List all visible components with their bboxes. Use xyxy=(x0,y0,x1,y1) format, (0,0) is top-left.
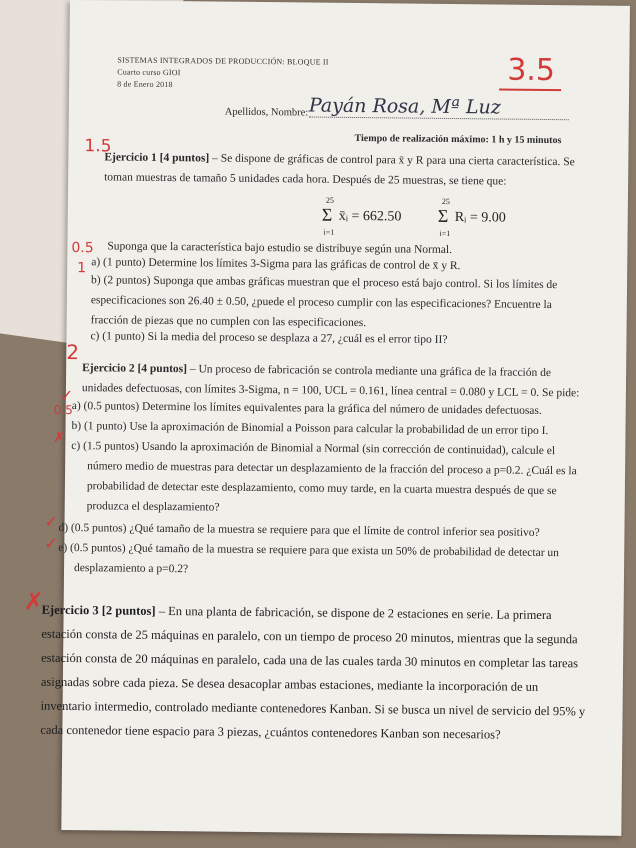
grade-underline xyxy=(499,88,561,91)
exam-date: 8 de Enero 2018 xyxy=(117,79,173,90)
ex2c-cross: ✗ xyxy=(53,429,66,446)
ex1-assumption: Suponga que la característica bajo estudio se distribuye según una Normal. xyxy=(107,240,453,257)
ex1-part-b: b) (2 puntos) Suponga que ambas gráficas muestran que el proceso está bajo control. Si los límites de especificaciones son 26.40 ± 0.50, ¿puede el proceso cumplir con las especificaciones? Encuentre la fracción de piezas que no cumplen con las especificaciones. xyxy=(90,274,558,330)
ex2a-check: ✓ xyxy=(59,385,74,406)
exam-sheet: SISTEMAS INTEGRADOS DE PRODUCCIÓN: BLOQUE II Cuarto curso GIOI 8 de Enero 2018 3.5 Apellidos, Nombre: Payán Rosa, Mª Luz Tiempo de realización máximo: 1 h y 15 minutos 1.5 Ejercicio 1 [4 puntos] – Se dispone de gráficas de control para x̄ y R para una cierta característica. Se toman muestras de tamaño 5 unidades cada hora. Después de 25 muestras, se tiene que: 25 Σ i=1 x̄ᵢ = 662.50 25 Σ i=1 Rᵢ = 9.00 Suponga que la característica bajo estudio se distribuye según una Normal. 0.5 a) (1 punto) Determine los límites 3-Sigma para las gráficas de control de x̄ y R. 1 b) (2 puntos) Suponga que ambas gráficas muestran que el proceso está bajo control. Si los límites de especificaciones son 26.40 ± 0.50, ¿puede el proceso cumplir con las especificaciones? Encuentre la fracción de piezas que no cumplen con las especificaciones. c) (1 punto) Si la media del proceso se desplaza a 27, ¿cuál es el error tipo II? 2 Ejercicio 2 [4 puntos] – Un proceso de fabricación se controla mediante una gráfica de la fracción de unidades defectuosas, con límites 3-Sigma, n = 100, UCL = 0.161, línea central = 0.080 y LCL = 0. Se pide: ✓ a) (0.5 puntos) Determine los límites equivalentes para la gráfica del número de unidades defectuosas. 0.5 b) (1 punto) Use la aproximación de Binomial a Poisson para calcular la probabilidad de un error tipo I. ✗ c) (1.5 puntos) Usando la aproximación de Binomial a Normal (sin corrección de continuidad), calcule el número medio de muestras para detectar un desplazamiento de la fracción del proceso a p=0.2. ¿Cuál es la probabilidad de detectar este desplazamiento, como muy tarde, en la cuarta muestra después de que se produzca el desplazamiento? ✓ d) (0.5 puntos) ¿Qué tamaño de la muestra se requiere para que el límite de control inferior sea positivo? ✓ e) (0.5 puntos) ¿Qué tamaño de la muestra se requiere para que exista un 50% de probabilidad de detectar un desplazamiento a p=0.2? ✗ Ejercicio 3 [2 puntos] – En una planta de fabricación, se dispone de 2 estaciones en serie. La primera estación consta de 25 máquinas en paralelo, con un tiempo de proceso 20 minutos, mientras que la segunda estación consta de 20 máquinas en paralelo, cada una de las cuales tarda 30 minutos en completar las tareas asignadas sobre cada pieza. Se desea desacoplar ambas estaciones, mediante la incorporación de un inventario intermedio, controlado mediante contenedores Kanban. Si se busca un nivel de servicio del 95% y cada contenedor tiene espacio para 3 piezas, ¿cuántos contenedores Kanban son necesarios? xyxy=(61,0,630,836)
ex2b-score: 0.5 xyxy=(53,402,73,418)
ex1b-score: 1 xyxy=(77,260,87,277)
ex1-part-c: c) (1 punto) Si la media del proceso se desplaza a 27, ¿cuál es el error tipo II? xyxy=(90,330,448,346)
ex1-intro-line2: toman muestras de tamaño 5 unidades cada hora. Después de 25 muestras, se tiene que: xyxy=(104,171,507,188)
ex2e-check: ✓ xyxy=(44,533,58,553)
ex3-cross: ✗ xyxy=(23,587,44,616)
ex1-score: 1.5 xyxy=(84,136,112,157)
course-title: SISTEMAS INTEGRADOS DE PRODUCCIÓN: BLOQUE II xyxy=(117,55,329,67)
ex2-part-d: d) (0.5 puntos) ¿Qué tamaño de la muestra se requiere para que el límite de control inferior sea positivo? xyxy=(58,521,540,539)
ex1-intro-line1: – Se dispone de gráficas de control para x̄ y R para una cierta característica. Se xyxy=(209,152,575,169)
ex1-title: Ejercicio 1 [4 puntos] xyxy=(104,151,210,165)
course-year: Cuarto curso GIOI xyxy=(117,67,181,78)
time-limit: Tiempo de realización máximo: 1 h y 15 minutos xyxy=(354,132,562,147)
ex1-intro xyxy=(104,147,594,192)
ex2-title: Ejercicio 2 [4 puntos] xyxy=(82,362,188,376)
grade-mark: 3.5 xyxy=(507,52,556,89)
ex2-part-a: a) (0.5 puntos) Determine los límites equivalentes para la gráfica del número de unidades defectuosas. xyxy=(71,400,542,417)
ex2-part-e: e) (0.5 puntos) ¿Qué tamaño de la muestra se requiere para que exista un 50% de probabilidad de detectar un desplazamiento a p=0.2? xyxy=(58,541,560,576)
ex3-text: Ejercicio 3 [2 puntos] – En una planta de fabricación, se dispone de 2 estaciones en serie. La primera estación consta de 25 máquinas en paralelo, con un tiempo de proceso 20 minutos, mientras que la segunda estación consta de 20 máquinas en paralelo, cada una de las cuales tarda 30 minutos en completar las tareas asignadas sobre cada pieza. Se desea desacoplar ambas estaciones, mediante la incorporación de un inventario intermedio, controlado mediante contenedores Kanban. Si se busca un nivel de servicio del 95% y cada contenedor tiene espacio para 3 piezas, ¿cuántos contenedores Kanban son necesarios? xyxy=(40,602,586,742)
ex2-score: 2 xyxy=(66,339,80,365)
ex1a-score: 0.5 xyxy=(71,240,94,257)
ex3-title: Ejercicio 3 [2 puntos] xyxy=(41,602,156,618)
ex2d-check: ✓ xyxy=(44,511,59,531)
ex2-intro: Ejercicio 2 [4 puntos] – Un proceso de fabricación se controla mediante una gráfica de la fracción de unidades defectuosas, con límites 3-Sigma, n = 100, UCL = 0.161, línea central = 0.080 y LCL = 0. Se pide: xyxy=(81,362,580,400)
name-label: Apellidos, Nombre: xyxy=(224,106,309,119)
student-name: Payán Rosa, Mª Luz xyxy=(309,95,569,121)
ex2-part-c: c) (1.5 puntos) Usando la aproximación de Binomial a Normal (sin corrección de continuidad), calcule el número medio de muestras para detectar un desplazamiento de la fracción del proceso a p=0.2. ¿Cuál es la probabilidad de detectar este desplazamiento, como muy tarde, en la cuarta muestra después de que se produzca el desplazamiento? xyxy=(71,440,577,514)
ex2-part-b: b) (1 punto) Use la aproximación de Binomial a Poisson para calcular la probabilidad de un error tipo I. xyxy=(71,420,549,438)
ex1-part-a: a) (1 punto) Determine los límites 3-Sigma para las gráficas de control de x̄ y R. xyxy=(91,256,461,273)
